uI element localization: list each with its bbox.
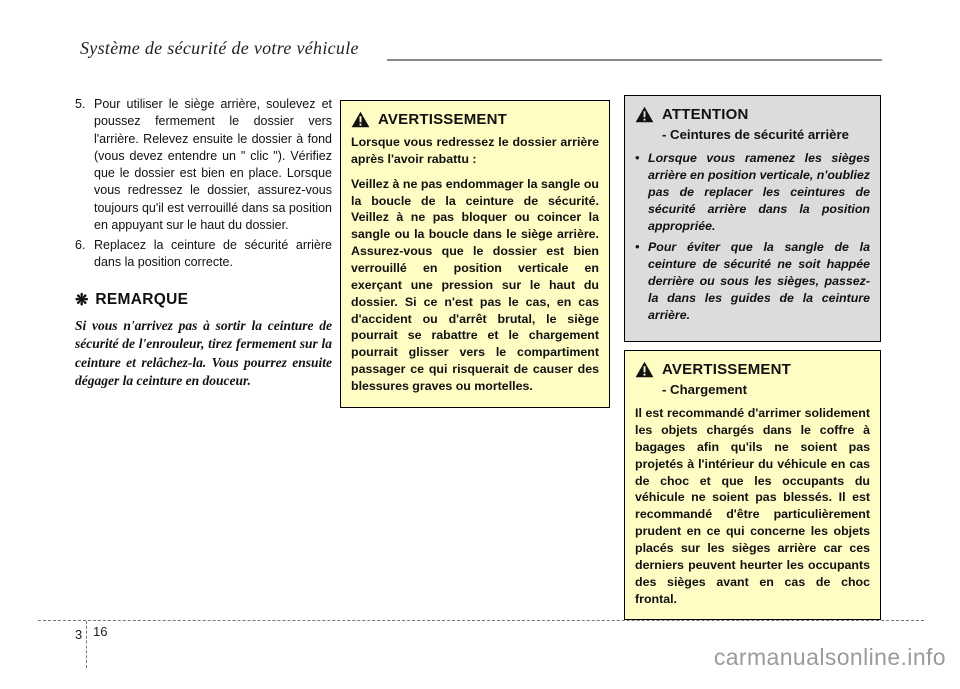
list-text: Pour utiliser le siège arrière, soulevez et poussez fermement le dossier vers l'arrière. Relevez ensuite le dossier à fond (vous devez entendre un " clic "). Vérifiez que le dossier est bien en place. Lorsque vous redressez le dossier, assurez-vous toujours qu'il est verrouillé dans sa position en appuyant sur le haut du dossier. [94, 97, 332, 232]
list-item [75, 237, 332, 272]
warning-box-paragraph: Veillez à ne pas endommager la sangle ou la boucle de la ceinture de sécurité. Veillez à ne pas bloquer ou coincer la sangle ou la boucle dans le siège arrière. Assurez-vous que le dossier est bien verrouillé en position verticale en exerçant une pression sur le haut du dossier. Si ce n'est pas le cas, en cas d'accident ou d'arrêt brutal, le siège pourrait se rabattre et le chargement pourrait glisser vers le compartiment passager ce qui risquerait de causer des blessures graves ou mortelles. [351, 176, 599, 394]
warning-box-title: AVERTISSEMENT [662, 361, 792, 378]
warning-triangle-icon [351, 111, 370, 128]
attention-box-subtitle: - Ceintures de sécurité arrière [662, 127, 849, 142]
warning-triangle-icon [635, 106, 654, 123]
warning-box-header [635, 361, 870, 378]
header-rule [387, 59, 882, 61]
note-text: Si vous n'arrivez pas à sortir la ceinture de sécurité de l'enrouleur, tirez fermement sur la ceinture et relâchez-la. Vous pourrez ensuite dégager la ceinture en douceur. [75, 317, 332, 389]
attention-box-header [635, 106, 870, 123]
warning-box-seatback [340, 100, 610, 408]
warning-box-subtitle: - Chargement [662, 382, 747, 397]
note-header [75, 290, 332, 310]
bullet-text: Pour éviter que la sangle de la ceinture de sécurité ne soit happée derrière ou sous les sièges, passez-la dans les guides de la ceinture arrière. [648, 240, 870, 322]
list-number: 5. [75, 97, 86, 111]
note-section [75, 290, 332, 392]
warning-box-header [351, 111, 599, 128]
attention-box-title: ATTENTION [662, 106, 749, 123]
warning-box-paragraph: Lorsque vous redressez le dossier arrière après l'avoir rabattu : [351, 135, 599, 166]
footer-dashed-rule [38, 620, 924, 621]
note-title: REMARQUE [95, 290, 189, 308]
watermark-text: carmanualsonline.info [713, 644, 946, 670]
list-number: 6. [75, 238, 86, 252]
warning-box-cargo [624, 350, 881, 620]
footer-vertical-dashed-rule [86, 621, 87, 668]
warning-box-paragraph: Il est recommandé d'arrimer solidement les objets chargés dans le coffre à bagages afin qu'ils ne soient pas projetés à l'intérieur du véhicule en cas de choc et que les occupants du véhicule ne soient pas blessés. Il est recommandé d'être particulièrement prudent en ce qui concerne les objets placés sur les sièges arrière car ces derniers peuvent heurter les occupants des sièges avant en cas de choc frontal. [635, 406, 870, 606]
page-number: 16 [93, 624, 108, 639]
bullet-icon: • [635, 151, 640, 166]
bullet-text: Lorsque vous ramenez les sièges arrière en position verticale, n'oubliez pas de replacer les ceintures de sécurité arrière dans la position appropriée. [648, 151, 870, 233]
list-text: Replacez la ceinture de sécurité arrière dans la position correcte. [94, 238, 332, 270]
left-column [75, 96, 332, 391]
bullet-icon: • [635, 240, 640, 255]
chapter-number: 3 [75, 627, 83, 642]
list-item [75, 96, 332, 234]
warning-box-title: AVERTISSEMENT [378, 111, 508, 128]
page-title: Système de sécurité de votre véhicule [80, 38, 359, 58]
attention-box-seatbelts [624, 95, 881, 342]
attention-bullet [635, 150, 870, 234]
note-asterisk-icon: ❋ [75, 291, 89, 309]
warning-triangle-icon [635, 361, 654, 378]
attention-bullet [635, 239, 870, 323]
